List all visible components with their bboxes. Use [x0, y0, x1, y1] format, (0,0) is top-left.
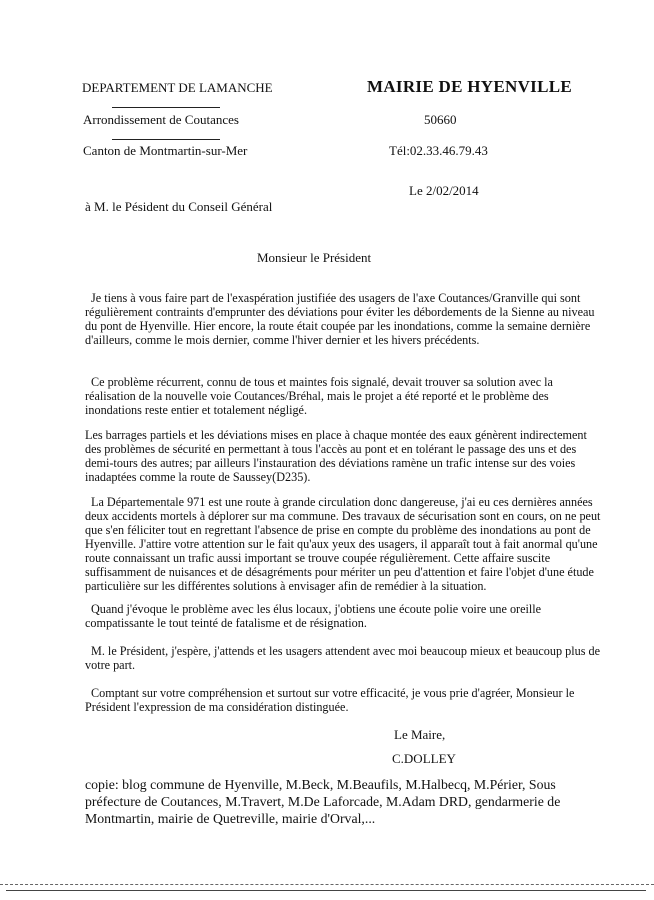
letter-paragraph: Ce problème récurrent, connu de tous et maintes fois signalé, devait trouver sa solution avec la réalisation de la nouvelle voie Coutances/Bréhal, mais le projet a été reporté et le problème des inondations reste entier et totalement négligé.	[85, 375, 553, 417]
header-divider	[112, 107, 220, 108]
recipient-line: à M. le Pésident du Conseil Général	[85, 199, 273, 214]
arrondissement-label: Arrondissement de Coutances	[83, 112, 239, 127]
salutation: Monsieur le Président	[257, 250, 372, 265]
canton-label: Canton de Montmartin-sur-Mer	[83, 143, 248, 158]
phone-number: Tél:02.33.46.79.43	[389, 143, 488, 158]
departement-label: DEPARTEMENT DE LAMANCHE	[82, 80, 273, 95]
letter-paragraph: Quand j'évoque le problème avec les élus locaux, j'obtiens une écoute polie voire une oreille compatissante le tout teinté de fatalisme et de résignation.	[85, 602, 542, 630]
header-divider	[112, 139, 220, 140]
copy-recipients: copie: blog commune de Hyenville, M.Beck, M.Beaufils, M.Halbecq, M.Périer, Sous préfecture de Coutances, M.Travert, M.De Laforcade, M.Adam DRD, gendarmerie de Montmartin, mairie de Quetreville, mairie d'Orval,...	[85, 777, 561, 826]
letter-date: Le 2/02/2014	[409, 183, 479, 198]
mairie-title: MAIRIE DE HYENVILLE	[367, 77, 573, 96]
scan-artifact-line	[6, 890, 646, 891]
letter-paragraph: La Départementale 971 est une route à grande circulation donc dangereuse, j'ai eu ces dernières années deux accidents mortels à déplorer sur ma commune. Des travaux de sécurisation sont en cours, on ne peut que s'en féliciter tout en regrettant l'absence de prise en compte du problème des inondations au pont de Hyenville. J'attire votre attention sur le fait qu'aux yeux des usagers, il apparaît tout à fait anormal qu'une route connaissant un trafic aussi important se trouve coupée régulièrement. Cette affaire suscite suffisamment de nuisances et de désagréments pour mériter un peu d'attention et faire l'objet d'une étude particulière sur les différentes solutions à envisager afin de remédier à la situation.	[85, 495, 601, 593]
signature-name: C.DOLLEY	[392, 751, 456, 766]
scan-artifact-line	[0, 884, 654, 885]
postal-code: 50660	[424, 112, 457, 127]
letter-paragraph: Comptant sur votre compréhension et surtout sur votre efficacité, je vous prie d'agréer, Monsieur le Président l'expression de ma considération distinguée.	[85, 686, 575, 714]
letter-paragraph: Je tiens à vous faire part de l'exaspération justifiée des usagers de l'axe Coutances/Granville qui sont régulièrement contraints d'emprunter des déviations pour éviter les débordements de la Sienne au niveau du pont de Hyenville. Hier encore, la route était coupée par les inondations, comme la semaine dernière d'ailleurs, comme le mois dernier, comme l'hiver dernier et les hivers précédents.	[85, 291, 595, 347]
signature-title: Le Maire,	[394, 727, 446, 742]
letter-paragraph: Les barrages partiels et les déviations mises en place à chaque montée des eaux génèrent indirectement des problèmes de sécurité en permettant à tous l'accès au pont et en tolérant le passage des uns et des demi-tours des autres; par ailleurs l'instauration des déviations ramène un trafic intense sur des voies inadaptées comme la route de Saussey(D235).	[85, 428, 587, 484]
letter-paragraph: M. le Président, j'espère, j'attends et les usagers attendent avec moi beaucoup mieux et beaucoup plus de votre part.	[85, 644, 600, 672]
